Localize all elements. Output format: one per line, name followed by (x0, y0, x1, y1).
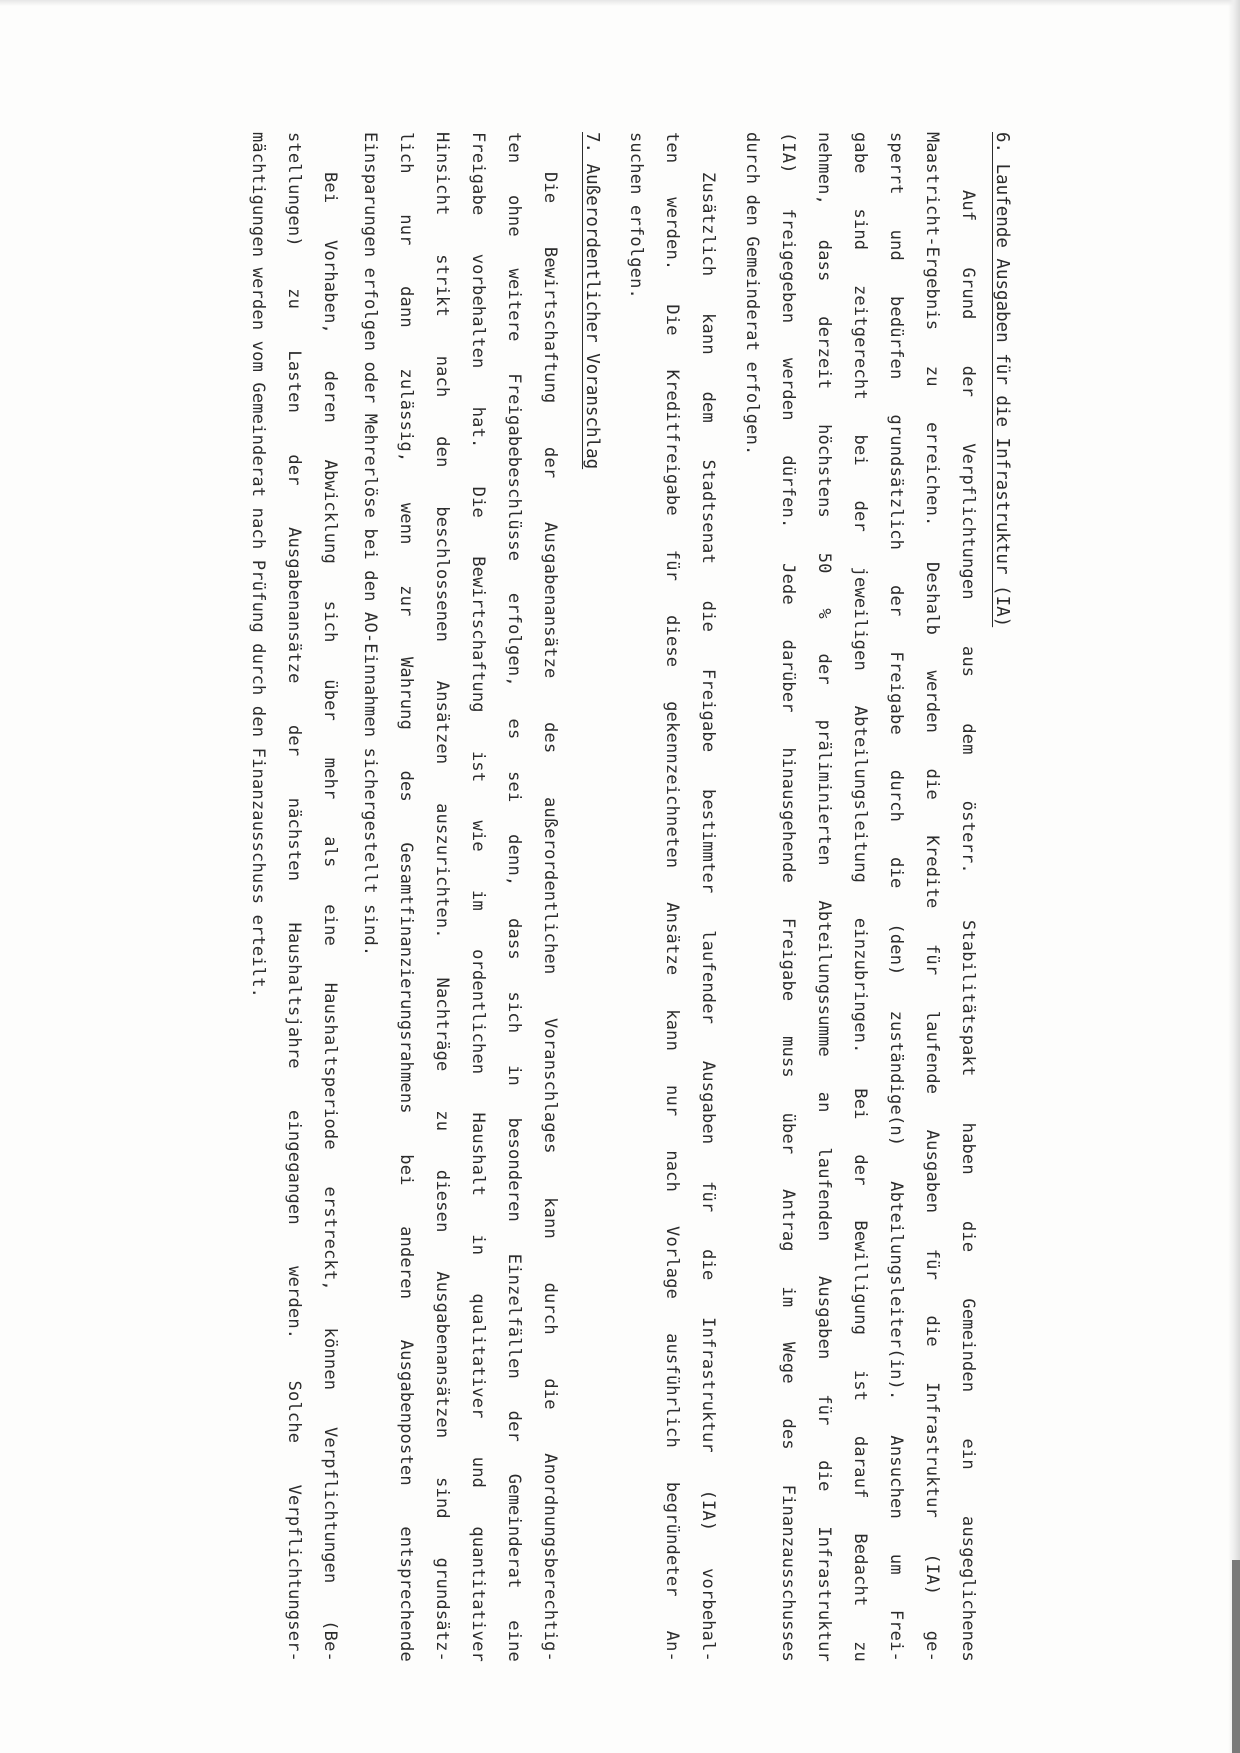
section-7-para2-line: mächtigungen werden vom Gemeinderat nach Prüfung durch den Finanzausschuss erteilt. (248, 132, 268, 999)
section-6-para1-line: nehmen, dass derzeit höchstens 50 % der präliminierten Abteilungssumme an laufenden Ausgaben für die Infrastruktur (814, 132, 834, 1662)
section-7-para1-line: Die Bewirtschaftung der Ausgabenansätze des außerordentlichen Voranschlages kann durch die Anordnungsberechtig- (540, 172, 560, 1662)
section-6-para1-line: Auf Grund der Verpflichtungen aus dem österr. Stabilitätspakt haben die Gemeinden ein ausgeglichenes (958, 190, 978, 1662)
section-6-para2-line: Zusätzlich kann dem Stadtsenat die Freigabe bestimmter laufender Ausgaben für die Infrastruktur (IA) vorbehal- (698, 172, 718, 1662)
section-7-para1-line: lich nur dann zulässig, wenn zur Wahrung des Gesamtfinanzierungsrahmens bei anderen Ausgabenposten entsprechende (396, 132, 416, 1662)
section-7-para2-line: Bei Vorhaben, deren Abwicklung sich über mehr als eine Haushaltsperiode erstreckt, können Verpflichtungen (Be- (320, 172, 340, 1662)
scan-edge-top (0, 0, 1240, 6)
section-6-para2-line: suchen erfolgen. (626, 132, 646, 299)
section-7-para2-line: stellungen) zu Lasten der Ausgabenansätze der nächsten Haushaltsjahre eingegangen werden. Solche Verpflichtungser- (284, 132, 304, 1662)
section-6-para1-line: sperrt und bedürfen grundsätzlich der Freigabe durch die (den) zuständige(n) Abteilungsleiter(in). Ansuchen um Frei- (886, 132, 906, 1662)
section-6-para2-line: ten werden. Die Kreditfreigabe für diese gekennzeichneten Ansätze kann nur nach Vorlage ausführlich begründeter An- (662, 132, 682, 1662)
section-6-para1-line: durch den Gemeinderat erfolgen. (742, 132, 762, 456)
section-6-heading: 6. Laufende Ausgaben für die Infrastruktur (IA) (992, 132, 1012, 628)
section-6-para1-line: Maastricht-Ergebnis zu erreichen. Deshalb werden die Kredite für laufende Ausgaben für die Infrastruktur (IA) ge- (922, 132, 942, 1662)
scan-edge-shadow (1232, 1560, 1240, 1753)
section-7-para1-line: Hinsicht strikt nach den beschlossenen Ansätzen auszurichten. Nachträge zu diesen Ausgabenansätzen sind grundsätz- (432, 132, 452, 1662)
scan-edge-right (1228, 0, 1240, 1753)
section-6-para1-line: gabe sind zeitgerecht bei der jeweiligen Abteilungsleitung einzubringen. Bei der Bewilligung ist darauf Bedacht zu (850, 132, 870, 1662)
section-7-para1-line: Freigabe vorbehalten hat. Die Bewirtschaftung ist wie im ordentlichen Haushalt in qualitativer und quantitativer (468, 132, 488, 1662)
section-7-heading: 7. Außerordentlicher Voranschlag (582, 132, 602, 470)
section-6-para1-line: (IA) freigegeben werden dürfen. Jede darüber hinausgehende Freigabe muss über Antrag im Wege des Finanzausschusses (778, 132, 798, 1662)
rotated-document-text (112, 132, 1012, 1662)
section-7-para1-line: Einsparungen erfolgen oder Mehrerlöse bei den AO-Einnahmen sichergestellt sind. (360, 132, 380, 957)
section-7-para1-line: ten ohne weitere Freigabebeschlüsse erfolgen, es sei denn, dass sich in besonderen Einzelfällen der Gemeinderat eine (504, 132, 524, 1662)
